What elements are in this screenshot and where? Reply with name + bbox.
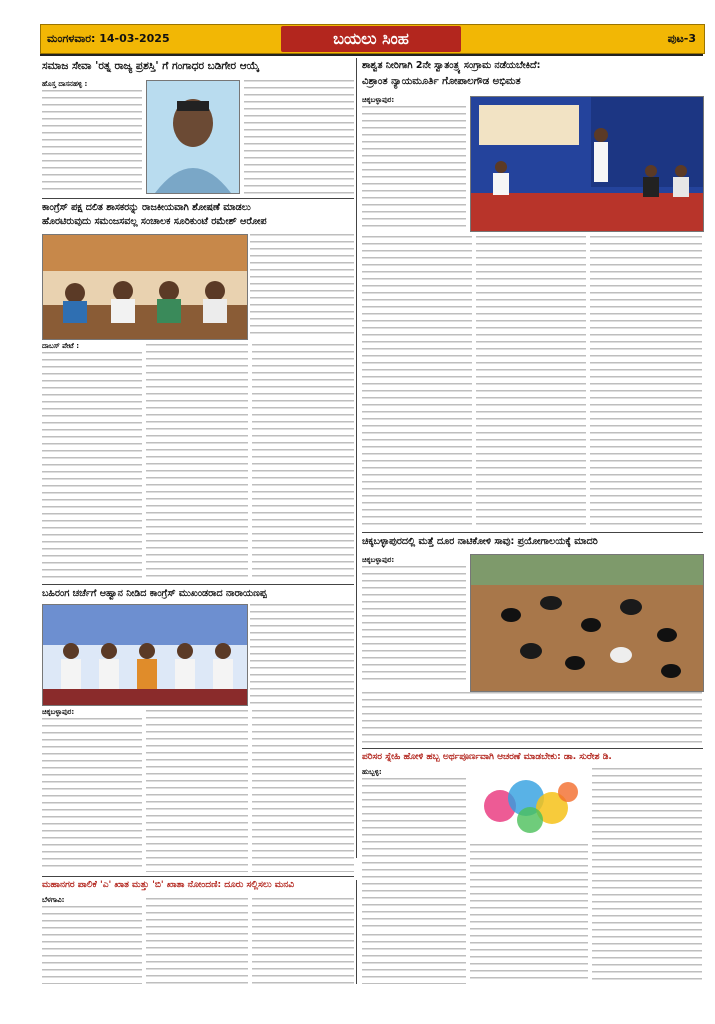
article-1-headline: ಸಮಾಜ ಸೇವಾ 'ರತ್ನ ರಾಜ್ಯ ಪ್ರಶಸ್ತಿ' ಗೆ ಗಂಗಾಧರ ಬಡಿಗೇರ ಆಯ್ಕೆ	[42, 60, 260, 72]
article-4-text-col-1	[250, 604, 354, 704]
article-7-text-col-2	[146, 898, 248, 984]
article-4-photo	[42, 604, 248, 706]
article-2-text-col-2	[42, 352, 142, 580]
masthead-rule	[40, 54, 703, 56]
article-3-text-col-2	[362, 236, 472, 528]
article-3-divider	[362, 532, 703, 533]
article-3-photo	[470, 96, 704, 232]
article-7-dateline: ಬೆಳಗಾವಿ:	[42, 896, 65, 904]
column-divider	[356, 58, 357, 858]
issue-date: ಮಂಗಳವಾರ: 14-03-2025	[47, 32, 170, 45]
article-6-holi-graphic	[470, 768, 588, 840]
article-5-divider	[362, 748, 703, 749]
article-2-headline-line-2: ಹೊರಟಿರುವುದು ಸಮಂಜಸವಲ್ಲ ಸಂಚಾಲಕ ಸೂರಿಕುಂಟೆ ರಮೇಶ್ ಆರೋಪ	[42, 216, 267, 227]
article-6-headline: ಪರಿಸರ ಸ್ನೇಹಿ ಹೋಳಿ ಹಬ್ಬ ಅರ್ಥಪೂರ್ಣವಾಗಿ ಆಚರಣೆ ಮಾಡಬೇಕು: ಡಾ. ಸುರೇಶ ಡಿ.	[362, 752, 612, 762]
article-1-divider	[42, 198, 354, 199]
bottom-column-divider	[356, 880, 357, 984]
article-6-dateline: ಹುಬ್ಬಳ್ಳಿ:	[362, 768, 382, 776]
article-7-text-col-1	[42, 906, 142, 984]
article-6-text-col-3	[592, 768, 702, 984]
article-2-headline-line-1: ಕಾಂಗ್ರೆಸ್ ಪಕ್ಷ ದಲಿತ ಶಾಸಕರನ್ನು ರಾಜಕೀಯವಾಗಿ ಶೋಷಣೆ ಮಾಡಲು	[42, 202, 251, 213]
article-5-text-bottom	[362, 692, 702, 744]
article-2-dateline: ದಾಬಸ್ ಪೇಟೆ :	[42, 342, 80, 350]
article-2-text-col-3	[146, 344, 248, 580]
newspaper-title: ಬಯಲು ಸಿಂಹ	[281, 26, 461, 52]
article-7-headline: ಮಹಾನಗರ ಪಾಲಿಕೆ 'ಎ' ಖಾತ ಮತ್ತು 'ಬಿ' ಖಾತಾ ನೋಂದಣಿ: ದೂರು ಸಲ್ಲಿಸಲು ಮನವಿ	[42, 880, 295, 890]
article-4-headline: ಬಹಿರಂಗ ಚರ್ಚೆಗೆ ಆಹ್ವಾನ ನೀಡಿದ ಕಾಂಗ್ರೆಸ್ ಮುಖಂಡರಾದ ನಾರಾಯಣಪ್ಪ	[42, 588, 267, 599]
article-7-text-col-3	[252, 898, 354, 984]
article-2-photo	[42, 234, 248, 340]
article-6-text-col-4	[362, 934, 466, 984]
article-1-text-col-1	[42, 90, 142, 194]
article-5-dateline: ಚಿಕ್ಕಬಳ್ಳಾಪುರ:	[362, 556, 395, 564]
article-1-text-col-2	[244, 80, 354, 194]
article-3-headline-line-1: ಶಾಶ್ವತ ನೀರಿಗಾಗಿ 2ನೇ ಸ್ವಾತಂತ್ರ್ಯ ಸಂಗ್ರಾಮ ನಡೆಯಬೇಕಿದೆ:	[362, 60, 541, 71]
article-5-headline: ಚಿಕ್ಕಬಳ್ಳಾಪುರದಲ್ಲಿ ಮತ್ತೆ ದೂರ ನಾಟಿಕೋಳಿ ಸಾವು: ಪ್ರಯೋಗಾಲಯಕ್ಕೆ ಮಾದರಿ	[362, 536, 598, 547]
page-number: ಪುಟ-3	[667, 32, 696, 45]
article-3-dateline: ಚಿಕ್ಕಬಳ್ಳಾಪುರ:	[362, 96, 395, 104]
article-3-text-col-1	[362, 106, 466, 232]
article-2-text-col-4	[252, 344, 354, 580]
article-6-text-col-1	[362, 778, 466, 930]
article-3-text-col-3	[476, 236, 586, 528]
article-2-text-col-1	[250, 234, 354, 338]
article-6-text-col-2	[470, 844, 588, 984]
article-7-top-divider	[42, 876, 354, 877]
article-4-text-col-2	[42, 718, 142, 872]
article-1-portrait	[146, 80, 240, 194]
article-4-text-col-3	[146, 710, 248, 872]
article-1-dateline: ಹೊಸ್ತ ದಾಸನಹಳ್ಳಿ :	[42, 80, 88, 88]
article-5-text-col-1	[362, 566, 466, 682]
article-3-text-col-4	[590, 236, 702, 528]
article-5-photo	[470, 554, 704, 692]
article-2-divider	[42, 584, 354, 585]
article-3-headline-line-2: ವಿಶ್ರಾಂತ ನ್ಯಾಯಮೂರ್ತಿ ಗೋಪಾಲಗೌಡ ಅಭಿಮತ	[362, 76, 521, 87]
article-4-dateline: ಚಿಕ್ಕಬಳ್ಳಾಪುರ:	[42, 708, 75, 716]
article-4-text-col-4	[252, 710, 354, 872]
masthead	[40, 24, 705, 54]
